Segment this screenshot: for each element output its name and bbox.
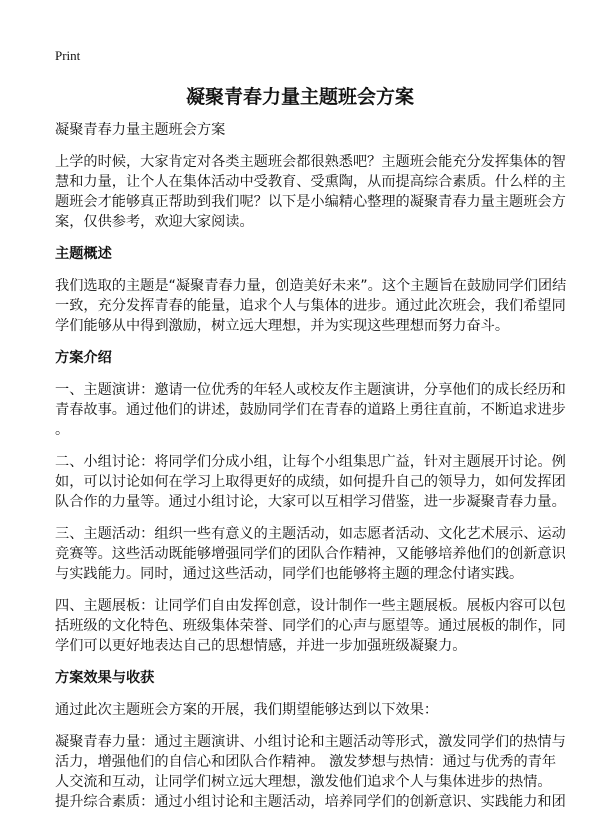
text-line: 青春故事。通过他们的讲述，鼓励同学们在青春的道路上勇往直前，不断追求进步 xyxy=(55,402,566,418)
text-line: 我们选取的主题是“凝聚青春力量，创造美好未来”。这个主题旨在鼓励同学们团结 xyxy=(55,278,567,294)
text-line: 竞赛等。这些活动既能够增强同学们的团队合作精神，又能够培养他们的创新意识 xyxy=(55,546,566,562)
plan-item-3 xyxy=(55,524,566,584)
text-line: 二、小组讨论：将同学们分成小组，让每个小组集思广益，针对主题展开讨论。例 xyxy=(55,454,566,470)
text-line: 三、主题活动：组织一些有意义的主题活动，如志愿者活动、文化艺术展示、运动 xyxy=(55,526,566,542)
section-heading-overview: 主题概述 xyxy=(55,246,112,262)
text-line: 慧和力量，让个人在集体活动中受教育、受熏陶，从而提高综合素质。什么样的主 xyxy=(55,174,566,190)
text-line: 四、主题展板：让同学们自由发挥创意，设计制作一些主题展板。展板内容可以包 xyxy=(55,598,566,614)
text-line: 题班会才能够真正帮助到我们呢？以下是小编精心整理的凝聚青春力量主题班会方 xyxy=(55,194,566,210)
text-line: 案，仅供参考，欢迎大家阅读。 xyxy=(55,214,254,230)
text-line: 括班级的文化特色、班级集体荣誉、同学们的心声与愿望等。通过展板的制作，同 xyxy=(55,618,566,634)
results-lead xyxy=(55,700,555,720)
text-line: 学们可以更好地表达自己的思想情感，并进一步加强班级凝聚力。 xyxy=(55,638,467,654)
text-line: 提升综合素质：通过小组讨论和主题活动，培养同学们的创新意识、实践能力和团 xyxy=(55,794,566,810)
text-line: 如，可以讨论如何在学习上取得更好的成绩，如何提升自己的领导力，如何发挥团 xyxy=(55,474,566,490)
section-heading-results: 方案效果与收获 xyxy=(55,670,155,686)
article-body xyxy=(55,120,567,824)
results-paragraph xyxy=(55,732,566,812)
text-line: 一、主题演讲：邀请一位优秀的年轻人或校友作主题演讲，分享他们的成长经历和 xyxy=(55,382,566,398)
subtitle xyxy=(55,120,555,140)
overview-paragraph xyxy=(55,276,567,336)
plan-item-1 xyxy=(55,380,566,440)
intro-paragraph xyxy=(55,152,566,232)
page-title: 凝聚青春力量主题班会方案 xyxy=(185,86,414,108)
section-heading-plan: 方案介绍 xyxy=(55,350,112,366)
plan-item-4 xyxy=(55,596,566,656)
text-line: 队合作的力量等。通过小组讨论，大家可以互相学习借鉴，进一步凝聚青春力量。 xyxy=(55,494,566,510)
text-line: 人交流和互动，让同学们树立远大理想，激发他们追求个人与集体进步的热情。 xyxy=(55,774,552,790)
text-line: 上学的时候，大家肯定对各类主题班会都很熟悉吧？主题班会能充分发挥集体的智 xyxy=(55,154,566,170)
text-line: 通过此次主题班会方案的开展，我们期望能够达到以下效果： xyxy=(55,702,439,718)
plan-item-2 xyxy=(55,452,566,512)
text-line: 凝聚青春力量主题班会方案 xyxy=(55,122,226,138)
text-line: 学们能够从中得到激励，树立远大理想，并为实现这些理想而努力奋斗。 xyxy=(55,318,510,334)
text-line: 。 xyxy=(55,422,70,438)
text-line: 与实践能力。同时，通过这些活动，同学们也能够将主题的理念付诸实践。 xyxy=(55,566,524,582)
text-line: 一致，充分发挥青春的能量，追求个人与集体的进步。通过此次班会，我们希望同 xyxy=(55,298,566,314)
text-line: 活力，增强他们的自信心和团队合作精神。 激发梦想与热情：通过与优秀的青年 xyxy=(55,754,557,770)
text-line: 凝聚青春力量：通过主题演讲、小组讨论和主题活动等形式，激发同学们的热情与 xyxy=(55,734,566,750)
print-link[interactable]: Print xyxy=(55,48,81,63)
